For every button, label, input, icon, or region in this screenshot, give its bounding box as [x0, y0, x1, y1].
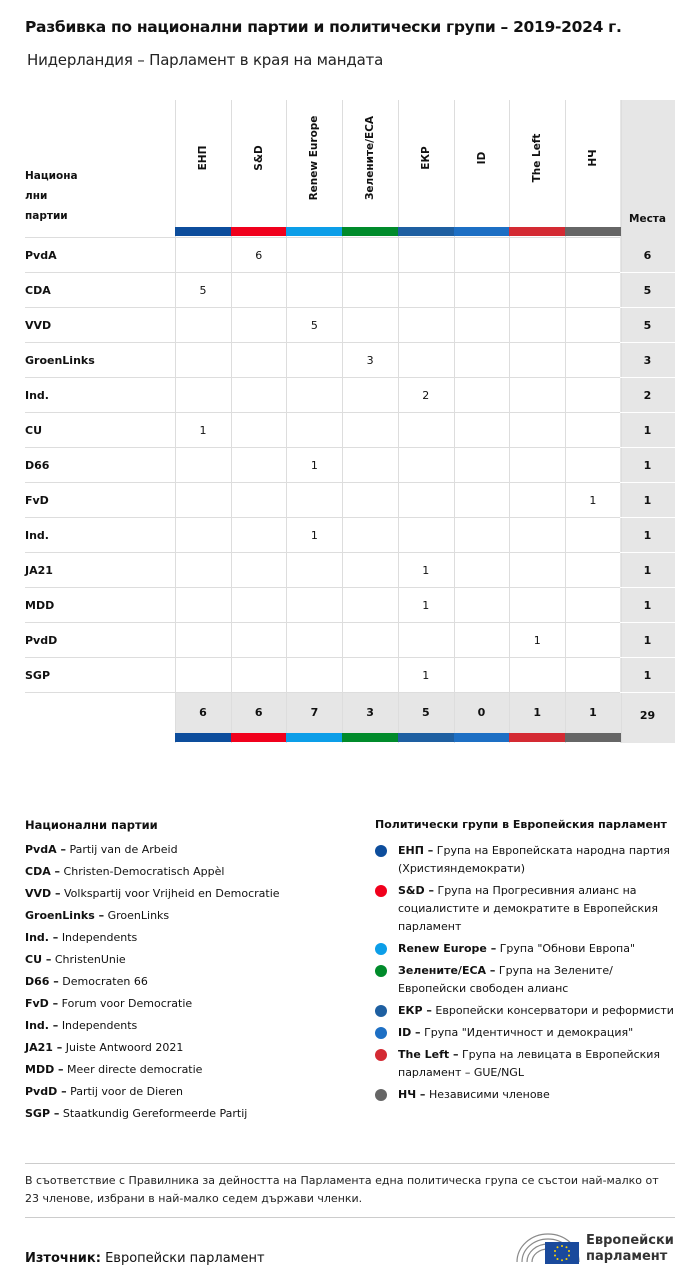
group-full-name: Група "Идентичност и демокрация" — [424, 1026, 634, 1039]
source-line — [25, 1251, 265, 1266]
row-total-seats: 1 — [643, 634, 652, 647]
grand-total: 29 — [639, 709, 656, 722]
group-color-bar-top — [231, 227, 287, 236]
row-header-line-2: лни — [25, 190, 48, 202]
party-name: MDD — [25, 599, 55, 612]
group-header-label: ID — [475, 151, 488, 165]
group-color-dot — [375, 1049, 387, 1061]
seats-table — [25, 100, 675, 745]
chart-subtitle: Нидерландия – Парламент в края на мандата — [27, 51, 384, 69]
party-name: Ind. — [25, 529, 49, 542]
party-full-name: Independents — [61, 1019, 138, 1032]
party-abbreviation: VVD – — [25, 887, 61, 900]
national-party-legend-item — [25, 997, 192, 1011]
seat-count-cell: 1 — [422, 564, 430, 577]
political-group-legend-item — [398, 1046, 678, 1082]
row-total-seats: 1 — [643, 669, 652, 682]
group-color-bar-top — [509, 227, 565, 236]
row-header-line-1: Национа — [25, 170, 78, 182]
party-abbreviation: PvdD – — [25, 1085, 67, 1098]
group-full-name: Група "Обнови Европа" — [499, 942, 636, 955]
table-row — [25, 553, 675, 588]
party-name: CU — [25, 424, 43, 437]
group-color-dot — [375, 965, 387, 977]
table-row — [25, 378, 675, 413]
group-full-name: Група на левицата в Европейския парламент – GUE/NGL — [398, 1048, 661, 1079]
group-header — [454, 108, 510, 208]
group-header-label: Зелените/ЕСА — [364, 115, 377, 201]
national-party-legend-item — [25, 1041, 183, 1055]
party-abbreviation: Ind. – — [25, 1019, 59, 1032]
table-row — [25, 588, 675, 623]
national-party-legend-item — [25, 1085, 183, 1099]
seat-count-cell: 3 — [366, 354, 374, 367]
row-total-seats: 5 — [643, 284, 652, 297]
seat-count-cell: 1 — [589, 494, 597, 507]
party-abbreviation: D66 – — [25, 975, 59, 988]
seat-count-cell: 1 — [199, 424, 207, 437]
source-label: Източник: — [25, 1251, 101, 1266]
group-abbreviation: Зелените/ЕСА – — [398, 964, 496, 977]
group-color-dot — [375, 1089, 387, 1101]
group-total: 0 — [477, 706, 486, 719]
seat-count-cell: 1 — [422, 599, 430, 612]
seat-count-cell: 2 — [422, 389, 430, 402]
divider-bottom — [25, 1217, 675, 1218]
table-row — [25, 343, 675, 378]
group-header-label: ЕКР — [419, 146, 432, 170]
party-abbreviation: MDD – — [25, 1063, 64, 1076]
group-total: 6 — [199, 706, 207, 719]
group-header — [509, 108, 565, 208]
group-color-bar-bottom — [175, 733, 231, 742]
party-name: FvD — [25, 494, 49, 507]
seats-header: Места — [629, 213, 666, 225]
group-total: 5 — [421, 706, 430, 719]
table-row — [25, 238, 675, 273]
chart-title: Разбивка по национални партии и политически групи – 2019-2024 г. — [25, 18, 622, 36]
divider-top — [25, 1163, 675, 1164]
table-row — [25, 448, 675, 483]
group-total: 6 — [254, 706, 263, 719]
national-party-legend-item — [25, 843, 178, 857]
national-party-legend-item — [25, 1019, 137, 1033]
national-party-legend-item — [25, 909, 169, 923]
row-total-seats: 3 — [643, 354, 652, 367]
party-name: GroenLinks — [25, 354, 95, 367]
party-abbreviation: PvdA – — [25, 843, 66, 856]
row-total-seats: 2 — [643, 389, 652, 402]
national-party-legend-item — [25, 953, 126, 967]
row-total-seats: 1 — [643, 564, 652, 577]
party-name: CDA — [25, 284, 51, 297]
group-header — [286, 108, 342, 208]
party-full-name: Christen-Democratisch Appèl — [63, 865, 225, 878]
party-name: SGP — [25, 669, 51, 682]
group-header-label: Renew Europe — [308, 115, 321, 201]
party-name: D66 — [25, 459, 50, 472]
party-abbreviation: CU – — [25, 953, 52, 966]
european-parliament-logo — [513, 1228, 583, 1264]
table-row — [25, 483, 675, 518]
group-color-bar-top — [286, 227, 342, 236]
seat-count-cell: 6 — [255, 249, 263, 262]
seat-count-cell: 1 — [310, 459, 318, 472]
group-abbreviation: S&D – — [398, 884, 434, 897]
group-color-bar-top — [175, 227, 231, 236]
table-row — [25, 518, 675, 553]
seat-count-cell: 5 — [310, 319, 318, 332]
group-abbreviation: ЕКР – — [398, 1004, 432, 1017]
group-color-bar-top — [565, 227, 621, 236]
table-row — [25, 658, 675, 693]
party-full-name: Partij voor de Dieren — [70, 1085, 183, 1098]
group-color-dot — [375, 1027, 387, 1039]
row-total-seats: 1 — [643, 599, 652, 612]
party-name: VVD — [25, 319, 52, 332]
political-groups-title: Политически групи в Европейския парламент — [375, 818, 667, 831]
footnote: В съответствие с Правилника за дейността на Парламента една политическа група се състои най-малко от 23 членове, избрани в най-малко седем държави членки. — [25, 1174, 659, 1205]
party-name: JA21 — [25, 564, 53, 577]
row-total-seats: 1 — [643, 459, 652, 472]
group-color-bar-top — [342, 227, 398, 236]
group-color-dot — [375, 943, 387, 955]
group-header-label: ЕНП — [197, 145, 209, 171]
seat-count-cell: 1 — [533, 634, 541, 647]
group-color-bar-top — [398, 227, 454, 236]
group-full-name: Група на Прогресивния алианс на социалистите и демократите в Европейския парламент — [398, 884, 658, 933]
group-header-label: НЧ — [586, 149, 599, 167]
party-abbreviation: SGP – — [25, 1107, 60, 1120]
political-group-legend-item — [398, 1086, 678, 1104]
group-abbreviation: НЧ – — [398, 1088, 426, 1101]
group-header — [342, 108, 398, 208]
party-full-name: Staatkundig Gereformeerde Partij — [62, 1107, 248, 1120]
table-row — [25, 413, 675, 448]
row-total-seats: 1 — [643, 529, 652, 542]
group-total: 1 — [533, 706, 542, 719]
source-value: Европейски парламент — [105, 1251, 265, 1266]
party-abbreviation: CDA – — [25, 865, 61, 878]
party-full-name: Meer directe democratie — [67, 1063, 203, 1076]
political-group-legend-item — [398, 1002, 678, 1020]
group-color-dot — [375, 885, 387, 897]
group-full-name: Група на Европейската народна партия (Християндемократи) — [398, 844, 670, 875]
group-total: 3 — [366, 706, 374, 719]
party-full-name: Partij van de Arbeid — [69, 843, 178, 856]
group-color-dot — [375, 1005, 387, 1017]
group-color-bar-bottom — [231, 733, 287, 742]
political-group-legend-item — [398, 1024, 678, 1042]
political-group-legend-item — [398, 962, 678, 998]
party-abbreviation: Ind. – — [25, 931, 59, 944]
group-total: 7 — [310, 706, 319, 719]
party-full-name: Independents — [61, 931, 138, 944]
table-row — [25, 273, 675, 308]
group-color-bar-bottom — [286, 733, 342, 742]
group-color-bar-bottom — [342, 733, 398, 742]
group-full-name: Независими членове — [428, 1088, 550, 1101]
group-abbreviation: Renew Europe – — [398, 942, 497, 955]
seat-count-cell: 1 — [422, 669, 430, 682]
group-full-name: Европейски консерватори и реформисти — [435, 1004, 674, 1017]
group-header — [231, 108, 287, 208]
party-abbreviation: FvD – — [25, 997, 59, 1010]
national-party-legend-item — [25, 975, 148, 989]
party-full-name: ChristenUnie — [54, 953, 126, 966]
group-abbreviation: ID – — [398, 1026, 421, 1039]
national-party-legend-item — [25, 931, 137, 945]
political-group-legend-item — [398, 940, 678, 958]
party-full-name: Juiste Antwoord 2021 — [65, 1041, 184, 1054]
national-party-legend-item — [25, 1107, 247, 1121]
row-header-label — [25, 166, 78, 226]
row-total-seats: 1 — [643, 424, 652, 437]
group-color-bar-bottom — [509, 733, 565, 742]
logo-text-line-1: Европейски — [586, 1233, 674, 1248]
table-row — [25, 308, 675, 343]
group-header-label: The Left — [531, 133, 544, 183]
party-name: PvdA — [25, 249, 57, 262]
group-header — [398, 108, 454, 208]
group-color-bar-top — [454, 227, 510, 236]
row-header-line-3: партии — [25, 210, 68, 222]
party-full-name: Democraten 66 — [62, 975, 148, 988]
national-party-legend-item — [25, 1063, 202, 1077]
row-total-seats: 1 — [643, 494, 652, 507]
seat-count-cell: 5 — [199, 284, 207, 297]
party-abbreviation: JA21 – — [25, 1041, 63, 1054]
political-group-legend-item — [398, 842, 678, 878]
political-group-legend-item — [398, 882, 678, 936]
logo-text-line-2: парламент — [586, 1249, 668, 1264]
group-color-bar-bottom — [565, 733, 621, 742]
group-abbreviation: ЕНП – — [398, 844, 434, 857]
group-header — [175, 108, 231, 208]
table-row — [25, 623, 675, 658]
group-abbreviation: The Left – — [398, 1048, 459, 1061]
row-total-seats: 5 — [643, 319, 652, 332]
group-color-bar-bottom — [398, 733, 454, 742]
group-full-name: Група на Зелените/ Европейски свободен алианс — [398, 964, 613, 995]
national-parties-title: Национални партии — [25, 818, 158, 832]
logo-text — [586, 1233, 674, 1265]
party-full-name: GroenLinks — [107, 909, 170, 922]
party-abbreviation: GroenLinks – — [25, 909, 105, 922]
group-color-bar-bottom — [454, 733, 510, 742]
national-party-legend-item — [25, 887, 280, 901]
national-party-legend-item — [25, 865, 224, 879]
party-name: Ind. — [25, 389, 49, 402]
seat-count-cell: 1 — [310, 529, 318, 542]
row-total-seats: 6 — [643, 249, 652, 262]
party-full-name: Forum voor Democratie — [61, 997, 193, 1010]
group-color-dot — [375, 845, 387, 857]
group-header — [565, 108, 621, 208]
party-name: PvdD — [25, 634, 58, 647]
party-full-name: Volkspartij voor Vrijheid en Democratie — [64, 887, 280, 900]
group-total: 1 — [589, 706, 597, 719]
group-header-label: S&D — [252, 145, 265, 171]
